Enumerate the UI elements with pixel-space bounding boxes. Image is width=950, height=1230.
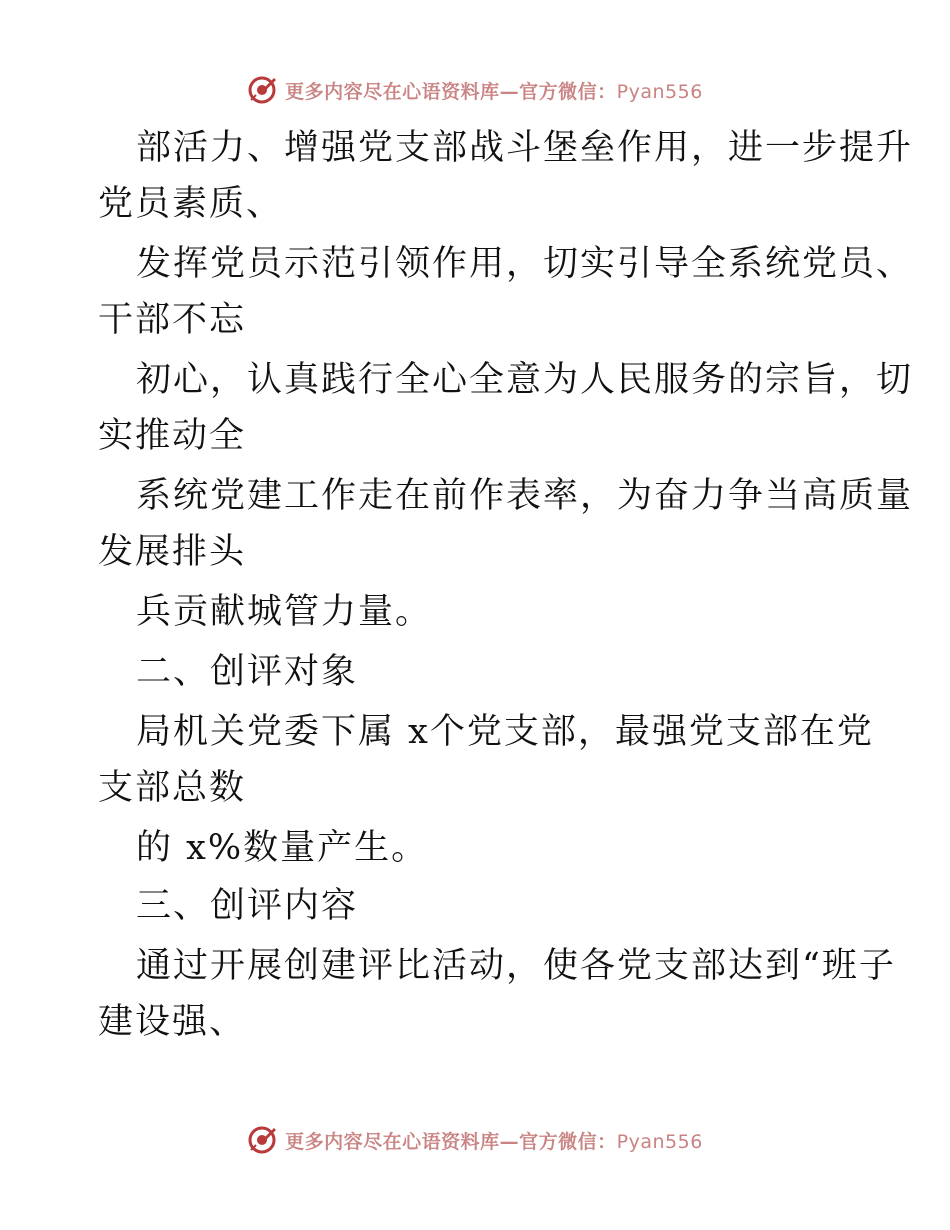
footer-banner-label: 更多内容尽在心语资料库—官方微信：: [285, 1130, 617, 1153]
header-banner-label: 更多内容尽在心语资料库—官方微信：: [285, 80, 617, 103]
body-line: 发展排头: [98, 532, 247, 572]
header-banner-wechat: Pyan556: [616, 80, 703, 103]
body-line: 建设强、: [98, 1002, 247, 1042]
body-line: 局机关党委下属 x个党支部，最强党支部在党: [136, 712, 874, 752]
body-line: 部活力、增强党支部战斗堡垒作用，进一步提升: [136, 128, 914, 168]
body-line: 党员素质、: [98, 184, 284, 224]
body-line: 的 x%数量产生。: [136, 828, 429, 868]
body-line: 支部总数: [98, 768, 247, 808]
header-banner: [0, 70, 950, 110]
body-line: 初心，认真践行全心全意为人民服务的宗旨，切: [136, 360, 914, 400]
logo-icon: [247, 1125, 277, 1155]
body-line: 实推动全: [98, 416, 247, 456]
body-line: 兵贡献城管力量。: [136, 592, 433, 632]
footer-banner: [0, 1120, 950, 1160]
header-banner-text: [285, 77, 703, 104]
body-line: 干部不忘: [98, 300, 247, 340]
section-heading: 三、创评内容: [136, 886, 359, 926]
footer-banner-wechat: Pyan556: [616, 1130, 703, 1153]
body-line: 系统党建工作走在前作表率，为奋力争当高质量: [136, 476, 914, 516]
section-heading: 二、创评对象: [136, 652, 359, 692]
body-line: 发挥党员示范引领作用，切实引导全系统党员、: [136, 244, 914, 284]
body-line: 通过开展创建评比活动，使各党支部达到“班子: [136, 946, 896, 986]
logo-icon: [247, 75, 277, 105]
footer-banner-text: [285, 1127, 703, 1154]
